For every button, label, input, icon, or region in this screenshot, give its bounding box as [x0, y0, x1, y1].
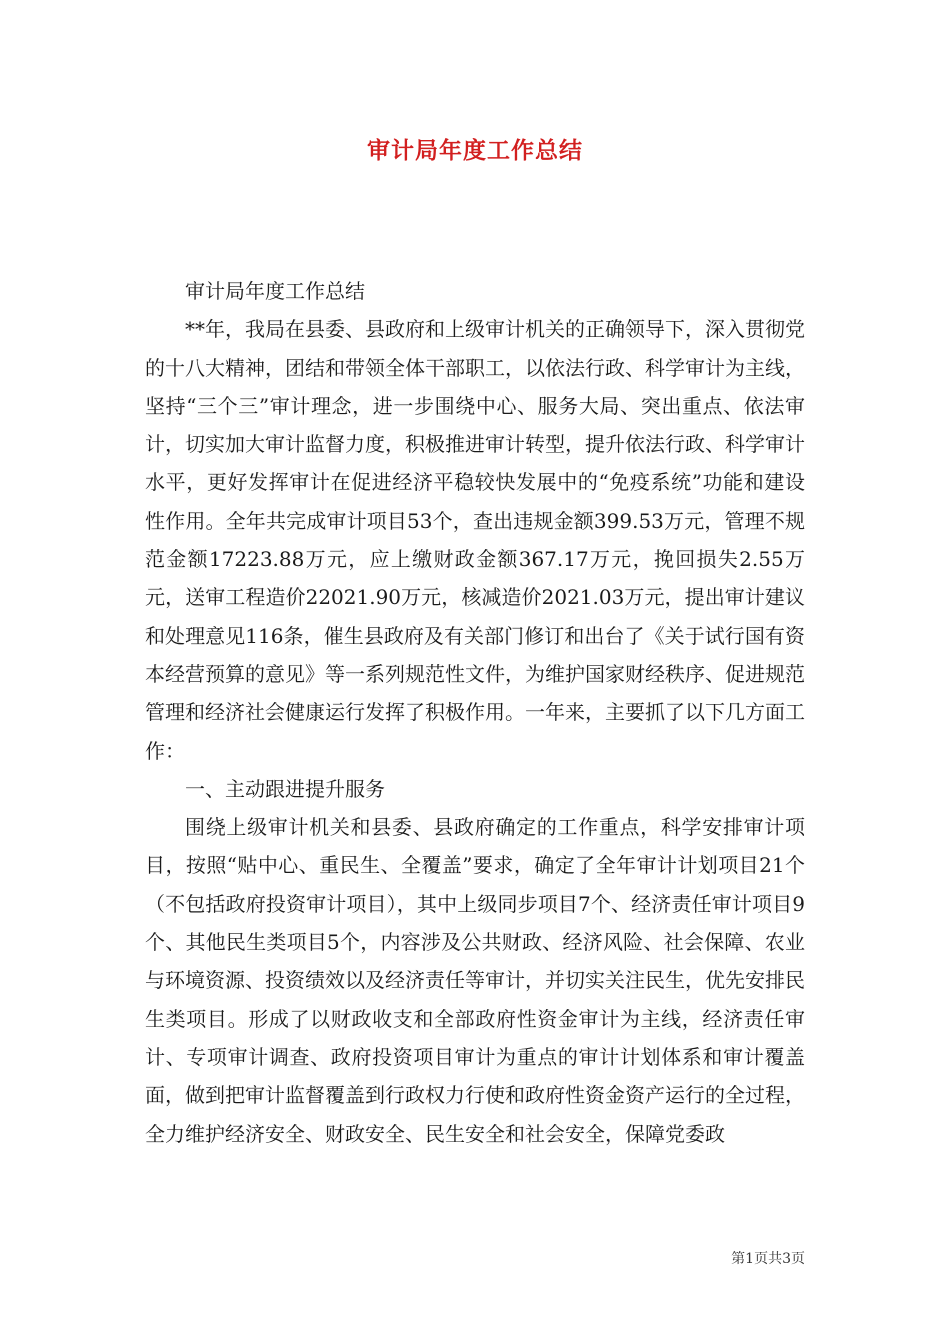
- page-number-label: 第1页共3页: [731, 1251, 805, 1267]
- section-heading-1: 一、主动跟进提升服务: [185, 776, 385, 801]
- body-paragraph-intro: **年，我局在县委、县政府和上级审计机关的正确领导下，深入贯彻党的十八大精神，团结和带领全体干部职工，以依法行政、科学审计为主线，坚持“三个三”审计理念，进一步围绕中心、服务大局、突出重点、依法审计，切实加大审计监督力度，积极推进审计转型，提升依法行政、科学审计水平，更好发挥审计在促进经济平稳较快发展中的“免疫系统”功能和建设性作用。全年共完成审计项目53个，查出违规金额399.53万元，管理不规范金额17223.88万元，应上缴财政金额367.17万元，挽回损失2.55万元，送审工程造价22021.90万元，核减造价2021.03万元，提出审计建议和处理意见116条，催生县政府及有关部门修订和出台了《关于试行国有资本经营预算的意见》等一系列规范性文件，为维护国家财经秩序、促进规范管理和经济社会健康运行发挥了积极作用。一年来，主要抓了以下几方面工作：: [145, 317, 805, 763]
- document-body: [145, 272, 805, 1153]
- body-paragraph-heading: 审计局年度工作总结: [185, 279, 365, 303]
- document-title: 审计局年度工作总结: [367, 137, 583, 164]
- page-footer: [731, 1248, 805, 1268]
- body-paragraph-section-1: 围绕上级审计机关和县委、县政府确定的工作重点，科学安排审计项目，按照“贴中心、重民生、全覆盖”要求，确定了全年审计计划项目21个（不包括政府投资审计项目），其中上级同步项目7个、经济责任审计项目9个、其他民生类项目5个，内容涉及公共财政、经济风险、社会保障、农业与环境资源、投资绩效以及经济责任等审计，并切实关注民生，优先安排民生类项目。形成了以财政收支和全部政府性资金审计为主线，经济责任审计、专项审计调查、政府投资项目审计为重点的审计计划体系和审计覆盖面，做到把审计监督覆盖到行政权力行使和政府性资金资产运行的全过程，全力维护经济安全、财政安全、民生安全和社会安全，保障党委政: [145, 815, 805, 1146]
